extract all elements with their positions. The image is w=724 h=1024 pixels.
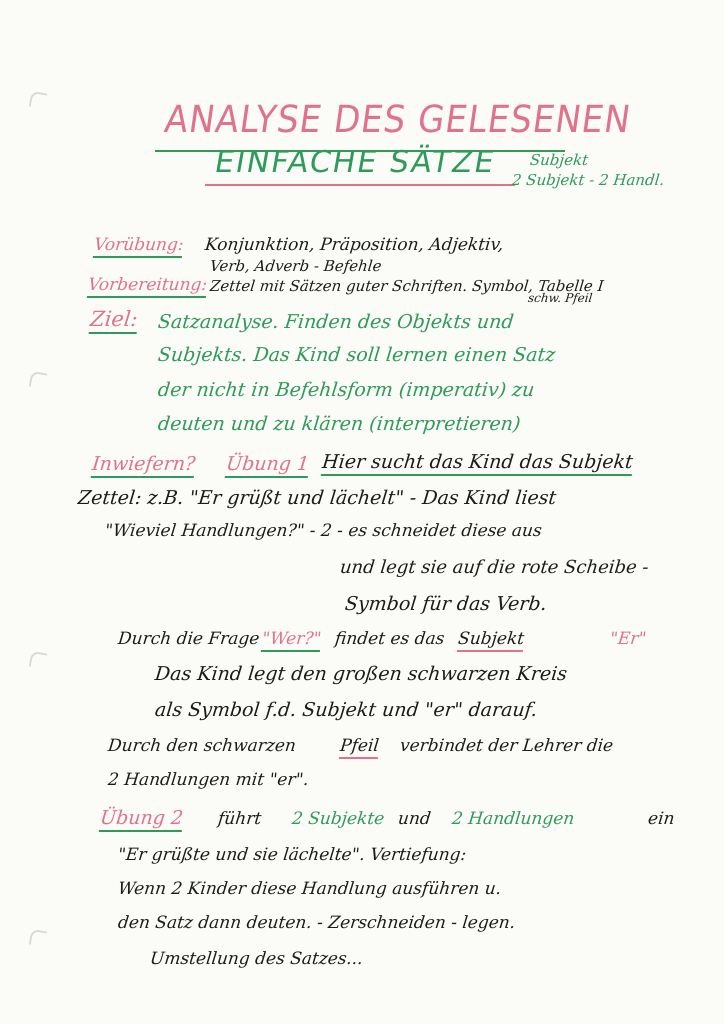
- vorubung-label: Vorübung:: [93, 236, 185, 258]
- document-subtitle: EINFACHE SÄTZE: [211, 145, 499, 180]
- vorbereitung-subnote: schw. Pfeil: [527, 291, 594, 305]
- arrow-word: Pfeil: [339, 737, 380, 759]
- body-line: Durch den schwarzen: [106, 736, 297, 756]
- ubung2-line-4: den Satz dann deuten. - Zerschneiden - legen.: [116, 913, 517, 933]
- ubung2-label: Übung 2: [99, 808, 184, 832]
- vorbereitung-text: Zettel mit Sätzen guter Schriften. Symbol, Tabelle I: [209, 277, 605, 295]
- body-line: als Symbol f.d. Subjekt und "er" darauf.: [153, 699, 539, 721]
- ubung2-text: und: [396, 809, 432, 829]
- document-title: ANALYSE DES GELESENEN: [161, 98, 634, 142]
- inwiefern-label: Inwiefern?: [91, 454, 197, 478]
- ziel-line-1: Satzanalyse. Finden des Objekts und: [156, 311, 515, 333]
- vorbereitung-label: Vorbereitung:: [87, 276, 208, 298]
- body-line: Durch die Frage: [116, 629, 261, 649]
- punch-hole-mark: [29, 651, 48, 670]
- body-line: verbindet der Lehrer die: [398, 736, 615, 756]
- heading-note-2: 2 Subjekt - 2 Handl.: [511, 171, 666, 189]
- body-line: findet es das: [333, 629, 446, 649]
- ubung2-text: ein: [646, 809, 676, 829]
- question-who: "Wer?": [261, 630, 322, 652]
- ubung2-text: 2 Handlungen: [450, 809, 576, 829]
- body-line: Das Kind legt den großen schwarzen Kreis: [153, 663, 569, 685]
- vorubung-line-2: Verb, Adverb - Befehle: [209, 257, 383, 275]
- ubung2-text: führt: [216, 809, 263, 829]
- subject-word: Subjekt: [457, 630, 525, 652]
- ubung2-line-5: Umstellung des Satzes...: [148, 949, 364, 969]
- pronoun-er: "Er": [608, 629, 648, 649]
- ubung1-text: Hier sucht das Kind das Subjekt: [321, 452, 634, 476]
- ziel-line-2: Subjekts. Das Kind soll lernen einen Satz: [156, 344, 557, 366]
- body-line: und legt sie auf die rote Scheibe -: [338, 557, 650, 578]
- ubung2-line-2: "Er grüßte und sie lächelte". Vertiefung:: [116, 845, 468, 865]
- body-line: Zettel: z.B. "Er grüßt und lächelt" - Das Kind liest: [76, 487, 558, 509]
- body-line: 2 Handlungen mit "er".: [106, 770, 310, 790]
- subtitle-underline: [205, 184, 515, 186]
- body-line: "Wieviel Handlungen?" - 2 - es schneidet diese aus: [103, 521, 543, 541]
- heading-note-1: Subjekt: [529, 151, 590, 169]
- punch-hole-mark: [29, 929, 48, 948]
- ziel-line-4: deuten und zu klären (interpretieren): [156, 413, 522, 435]
- ubung1-label: Übung 1: [225, 454, 310, 478]
- body-line: Symbol für das Verb.: [343, 593, 548, 615]
- ubung2-text: 2 Subjekte: [290, 809, 386, 829]
- ubung2-line-3: Wenn 2 Kinder diese Handlung ausführen u.: [116, 879, 503, 899]
- punch-hole-mark: [29, 371, 48, 390]
- ziel-line-3: der nicht in Befehlsform (imperativ) zu: [156, 379, 536, 401]
- ziel-label: Ziel:: [89, 308, 139, 334]
- vorubung-line-1: Konjunktion, Präposition, Adjektiv,: [203, 235, 505, 255]
- punch-hole-mark: [29, 91, 48, 110]
